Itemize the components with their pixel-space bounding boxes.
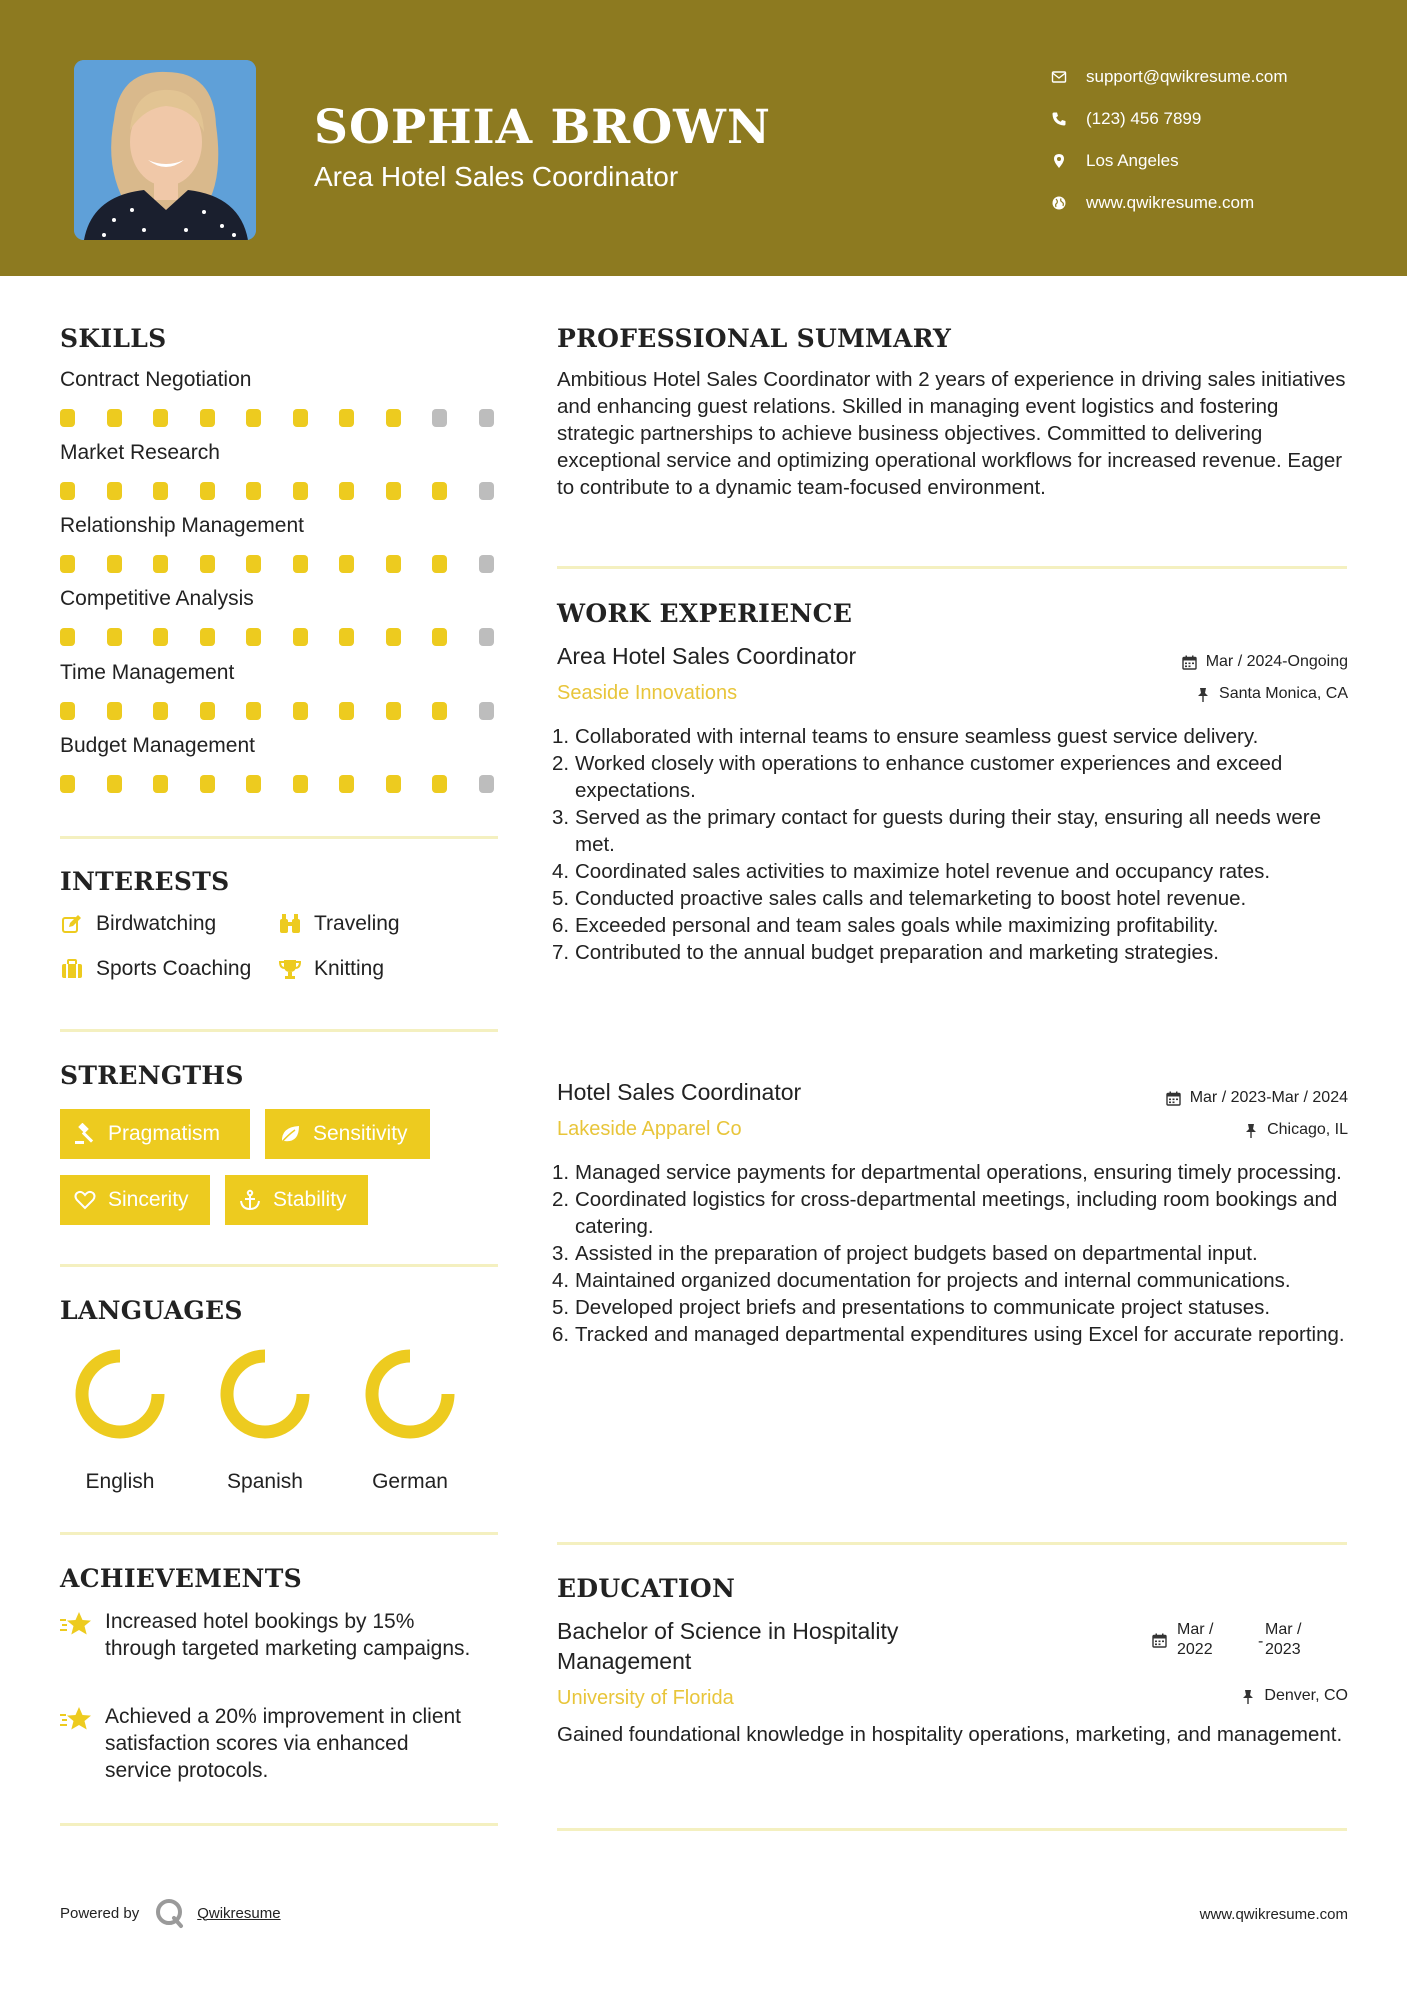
achievement-item [60,1608,480,1662]
skill-dot-filled [293,409,308,427]
pushpin-icon [1195,686,1211,702]
skill-dot-filled [293,702,308,720]
section-divider [60,1823,498,1826]
footer-website[interactable]: www.qwikresume.com [1199,1906,1348,1923]
skill-dot-filled [60,482,75,500]
strength-tag [265,1109,430,1159]
interest-item [60,912,216,936]
skill-dot-empty [479,702,494,720]
map-pin-icon [1050,152,1068,170]
skill-dot-filled [293,628,308,646]
skill-dot-filled [107,775,122,793]
skill-dot-filled [293,775,308,793]
calendar-icon [1152,1633,1167,1653]
skill-dot-filled [339,775,354,793]
skill-dot-filled [432,775,447,793]
strength-tag [60,1175,210,1225]
skill-dot-filled [107,482,122,500]
language-label: German [372,1470,448,1493]
skill-dot-filled [386,775,401,793]
skill-level-dots [60,702,500,720]
candidate-title: Area Hotel Sales Coordinator [314,161,679,192]
skill-dot-filled [246,482,261,500]
skill-dot-filled [246,409,261,427]
star-icon [60,1703,92,1735]
skill-dot-empty [479,775,494,793]
skill-dot-filled [246,702,261,720]
binoculars-icon [278,912,302,936]
language-item [60,1348,180,1494]
language-level-ring [219,1348,311,1440]
job-location [1243,1121,1348,1139]
job-date [1166,1089,1348,1107]
star-icon [60,1608,92,1640]
calendar-icon [1182,654,1198,670]
contact-phone[interactable] [1050,98,1288,140]
skill-dot-filled [60,409,75,427]
skill-dot-filled [200,775,215,793]
skill-label: Relationship Management [60,514,304,537]
education-location-text: Denver, CO [1264,1687,1348,1704]
skill-dot-empty [479,555,494,573]
responsibility-item: Contributed to the annual budget preparation and marketing strategies. [575,941,1219,964]
start-month: Mar / [1177,1621,1214,1638]
contact-phone-text: (123) 456 7899 [1086,109,1202,128]
education-start-date [1177,1620,1213,1660]
pushpin-icon [1243,1122,1259,1138]
skill-dot-filled [432,555,447,573]
responsibility-item: Worked closely with operations to enhance customer experiences and exceed expectations. [575,752,1283,802]
summary-text: Ambitious Hotel Sales Coordinator with 2 years of experience in driving sales initiatives and enhancing guest relations. Skilled in managing event logistics and fostering strategic partnerships to achieve business objectives. Committed to delivering exceptional service and optimizing operational workflows for increased revenue. Eager to contribute to a dynamic team-focused environment. [557,368,1346,499]
end-month: Mar / [1265,1621,1302,1638]
skill-dot-empty [479,482,494,500]
skill-dot-filled [432,628,447,646]
phone-icon [1050,110,1068,128]
leaf-icon [279,1123,301,1145]
job-date [1182,653,1348,671]
job-title: Area Hotel Sales Coordinator [557,643,857,669]
anchor-icon [239,1189,261,1211]
responsibility-item: Coordinated logistics for cross-departmental meetings, including room bookings and catering. [575,1188,1338,1238]
skill-dot-filled [200,409,215,427]
responsibility-item: Collaborated with internal teams to ensure seamless guest service delivery. [575,725,1259,748]
end-year: 2023 [1265,1641,1301,1658]
skill-level-dots [60,409,500,427]
skill-item [60,441,500,471]
powered-by-text: Powered by [60,1904,140,1922]
skills-heading: SKILLS [60,324,167,353]
responsibility-item: Conducted proactive sales calls and telemarketing to boost hotel revenue. [575,887,1247,910]
experience-heading: WORK EXPERIENCE [557,599,853,628]
achievement-text: Increased hotel bookings by 15% through targeted marketing campaigns. [105,1610,471,1660]
skill-dot-filled [386,555,401,573]
skill-dot-filled [293,482,308,500]
skill-dot-filled [339,409,354,427]
gavel-icon [74,1123,96,1145]
job-title: Hotel Sales Coordinator [557,1079,802,1105]
skill-dot-filled [60,775,75,793]
section-divider [60,1264,498,1267]
section-divider [60,1029,498,1032]
skill-dot-filled [153,775,168,793]
strength-label: Sensitivity [313,1122,408,1145]
contact-website-text: www.qwikresume.com [1086,193,1255,212]
candidate-name: SOPHIA BROWN [314,100,771,155]
skill-dot-filled [432,702,447,720]
skill-dot-filled [339,482,354,500]
language-label: English [85,1470,155,1493]
skill-dot-filled [153,628,168,646]
interests-heading: INTERESTS [60,867,230,896]
skill-dot-filled [107,702,122,720]
skill-dot-filled [339,555,354,573]
heart-icon [74,1189,96,1211]
summary-heading: PROFESSIONAL SUMMARY [557,324,952,353]
skill-dot-filled [60,555,75,573]
skill-dot-empty [432,409,447,427]
skill-dot-filled [246,555,261,573]
portrait-image [74,60,256,240]
education-end-date [1265,1620,1301,1660]
interest-label: Birdwatching [96,912,217,935]
strengths-heading: STRENGTHS [60,1061,244,1090]
interest-label: Traveling [314,912,400,935]
responsibility-item: Exceeded personal and team sales goals while maximizing profitability. [575,914,1219,937]
skill-dot-filled [200,555,215,573]
skill-item [60,661,500,691]
skill-dot-filled [386,409,401,427]
job-date-text: Mar / 2024-Ongoing [1205,653,1348,670]
skill-dot-empty [479,409,494,427]
skill-dot-filled [386,482,401,500]
footer-powered-by [60,1896,281,1930]
skill-dot-filled [293,555,308,573]
achievements-heading: ACHIEVEMENTS [60,1564,302,1593]
section-divider [60,1532,498,1535]
skill-level-dots [60,628,500,646]
skill-dot-empty [479,628,494,646]
skill-dot-filled [153,555,168,573]
skill-item [60,587,500,617]
skill-dot-filled [107,409,122,427]
skill-label: Competitive Analysis [60,587,254,610]
start-year: 2022 [1177,1641,1213,1658]
strength-label: Pragmatism [108,1122,221,1145]
skill-item [60,734,500,764]
skill-dot-filled [153,702,168,720]
education-heading: EDUCATION [557,1574,736,1603]
responsibility-item: Coordinated sales activities to maximize hotel revenue and occupancy rates. [575,860,1271,883]
job-responsibilities [575,723,1365,966]
education-description: Gained foundational knowledge in hospitality operations, marketing, and management. [557,1723,1343,1746]
skill-label: Budget Management [60,734,255,757]
skill-dot-filled [339,702,354,720]
school-name: University of Florida [557,1687,734,1709]
interest-label: Sports Coaching [96,957,252,980]
language-level-arc [82,1356,158,1432]
responsibility-item: Assisted in the preparation of project budgets based on departmental input. [575,1242,1258,1265]
responsibility-item: Tracked and managed departmental expenditures using Excel for accurate reporting. [575,1323,1345,1346]
pencil-square-icon [60,912,84,936]
section-divider [557,1542,1347,1545]
language-item [205,1348,325,1494]
briefcase-icon [60,957,84,981]
skill-label: Market Research [60,441,220,464]
qwikresume-logo-icon [153,1896,187,1930]
skill-dot-filled [339,628,354,646]
contact-location [1050,140,1288,182]
envelope-icon [1050,68,1068,86]
skill-dot-filled [200,702,215,720]
job-date-text: Mar / 2023-Mar / 2024 [1189,1089,1348,1106]
company-name: Lakeside Apparel Co [557,1118,742,1140]
strength-tag [225,1175,368,1225]
date-separator: - [1258,1633,1264,1650]
profile-photo [74,60,256,240]
trophy-icon [278,957,302,981]
skill-dot-filled [200,628,215,646]
job-location [1195,685,1348,703]
skill-item [60,368,500,398]
contact-email[interactable] [1050,56,1288,98]
qwikresume-link[interactable]: Qwikresume [197,1904,281,1922]
skill-level-dots [60,775,500,793]
skill-dot-filled [200,482,215,500]
skill-dot-filled [386,628,401,646]
language-level-arc [372,1356,448,1432]
responsibility-item: Developed project briefs and presentations to communicate project statuses. [575,1296,1271,1319]
language-label: Spanish [227,1470,303,1493]
skill-dot-filled [60,702,75,720]
skill-dot-filled [107,628,122,646]
language-level-arc [227,1356,303,1432]
degree-title-line2: Management [557,1648,692,1674]
education-location [1240,1687,1348,1705]
strength-tag [60,1109,250,1159]
skill-item [60,514,500,544]
skill-dot-filled [386,702,401,720]
skill-label: Contract Negotiation [60,368,252,391]
pushpin-icon [1240,1688,1256,1704]
job-location-text: Santa Monica, CA [1219,685,1348,702]
interest-label: Knitting [314,957,385,980]
section-divider [557,566,1347,569]
calendar-icon [1166,1090,1182,1106]
responsibility-item: Served as the primary contact for guests during their stay, ensuring all needs were met. [575,806,1321,856]
skill-dot-filled [153,409,168,427]
strength-label: Stability [273,1188,347,1211]
language-level-ring [74,1348,166,1440]
skill-dot-filled [107,555,122,573]
responsibility-item: Maintained organized documentation for projects and internal communications. [575,1269,1291,1292]
responsibility-item: Managed service payments for departmental operations, ensuring timely processing. [575,1161,1342,1184]
contact-email-text: support@qwikresume.com [1086,67,1288,86]
language-level-ring [364,1348,456,1440]
language-item [350,1348,470,1494]
achievement-text: Achieved a 20% improvement in client satisfaction scores via enhanced service protocols. [105,1705,462,1782]
globe-icon [1050,194,1068,212]
contact-website[interactable] [1050,182,1288,224]
strength-label: Sincerity [108,1188,189,1211]
skill-level-dots [60,555,500,573]
contact-list [1050,56,1288,224]
skill-dot-filled [60,628,75,646]
skill-dot-filled [153,482,168,500]
contact-location-text: Los Angeles [1086,151,1179,170]
job-responsibilities [575,1159,1365,1348]
interest-item [278,912,400,936]
interest-item [60,957,251,981]
section-divider [60,836,498,839]
skill-dot-filled [432,482,447,500]
interest-item [278,957,384,981]
skill-dot-filled [246,628,261,646]
languages-heading: LANGUAGES [60,1296,243,1325]
skill-dot-filled [246,775,261,793]
achievement-item [60,1703,480,1784]
company-name: Seaside Innovations [557,682,738,704]
resume-header [0,0,1407,276]
job-location-text: Chicago, IL [1267,1121,1348,1138]
degree-title-line1: Bachelor of Science in Hospitality [557,1618,899,1644]
skill-level-dots [60,482,500,500]
section-divider [557,1828,1347,1831]
skill-label: Time Management [60,661,235,684]
